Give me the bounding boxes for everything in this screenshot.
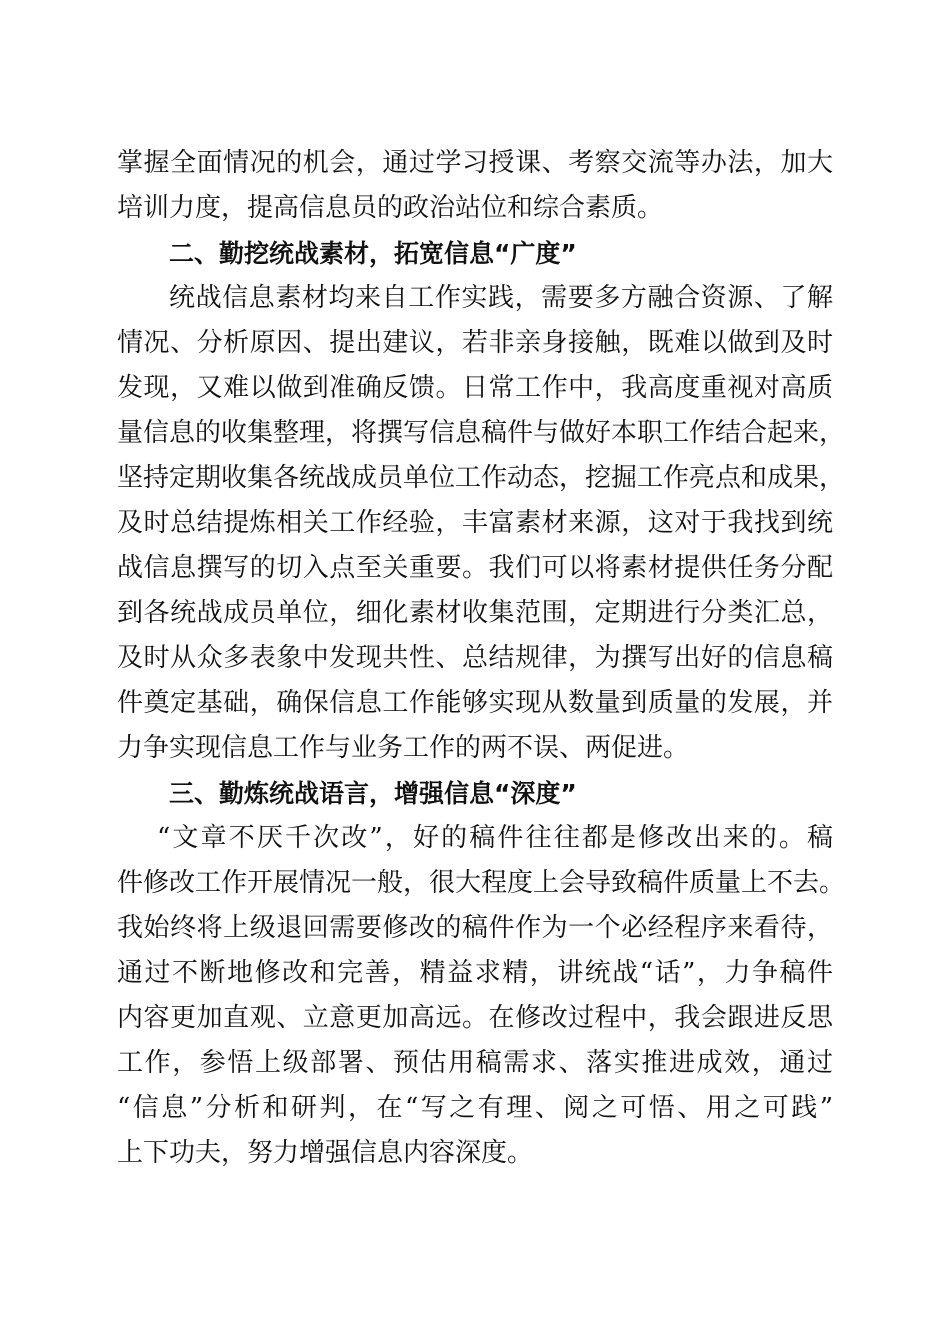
body-line: 我始终将上级退回需要修改的稿件作为一个必经程序来看待， xyxy=(117,913,833,943)
body-line: 坚持定期收集各统战成员单位工作动态，挖掘工作亮点和成果， xyxy=(117,463,846,493)
body-line: 内容更加直观、立意更加高远。在修改过程中，我会跟进反思 xyxy=(117,1003,833,1033)
body-line: 件修改工作开展情况一般，很大程度上会导致稿件质量上不去。 xyxy=(117,868,846,898)
body-line: 及时从众多表象中发现共性、总结规律，为撰写出好的信息稿 xyxy=(117,643,833,673)
body-line: 通过不断地修改和完善，精益求精，讲统战“话”，力争稿件 xyxy=(117,958,833,988)
body-line: 统战信息素材均来自工作实践，需要多方融合资源、了解 xyxy=(169,283,833,313)
body-line: 培训力度，提高信息员的政治站位和综合素质。 xyxy=(117,193,664,223)
document-body xyxy=(117,141,846,1176)
body-line: 力争实现信息工作与业务工作的两不误、两促进。 xyxy=(117,733,690,763)
body-line: 件奠定基础，确保信息工作能够实现从数量到质量的发展，并 xyxy=(117,688,833,718)
section-heading-2: 二、勤挖统战素材，拓宽信息“广度” xyxy=(169,239,577,268)
body-line: 战信息撰写的切入点至关重要。我们可以将素材提供任务分配 xyxy=(117,553,833,583)
body-line: 情况、分析原因、提出建议，若非亲身接触，既难以做到及时 xyxy=(117,328,833,358)
body-line: 量信息的收集整理，将撰写信息稿件与做好本职工作结合起来， xyxy=(117,418,846,448)
body-line: 发现，又难以做到准确反馈。日常工作中，我高度重视对高质 xyxy=(117,373,833,403)
body-line: “文章不厌千次改”，好的稿件往往都是修改出来的。稿 xyxy=(157,823,833,853)
body-line: 及时总结提炼相关工作经验，丰富素材来源，这对于我找到统 xyxy=(117,508,833,538)
body-line: 掌握全面情况的机会，通过学习授课、考察交流等办法，加大 xyxy=(117,148,833,178)
section-heading-3: 三、勤炼统战语言，增强信息“深度” xyxy=(169,779,577,808)
body-line: 工作，参悟上级部署、预估用稿需求、落实推进成效，通过 xyxy=(117,1048,833,1078)
body-line: 到各统战成员单位，细化素材收集范围，定期进行分类汇总， xyxy=(117,598,833,628)
body-line: 上下功夫，努力增强信息内容深度。 xyxy=(117,1138,534,1168)
body-line: “信息”分析和研判，在“写之有理、阅之可悟、用之可践” xyxy=(117,1093,833,1123)
